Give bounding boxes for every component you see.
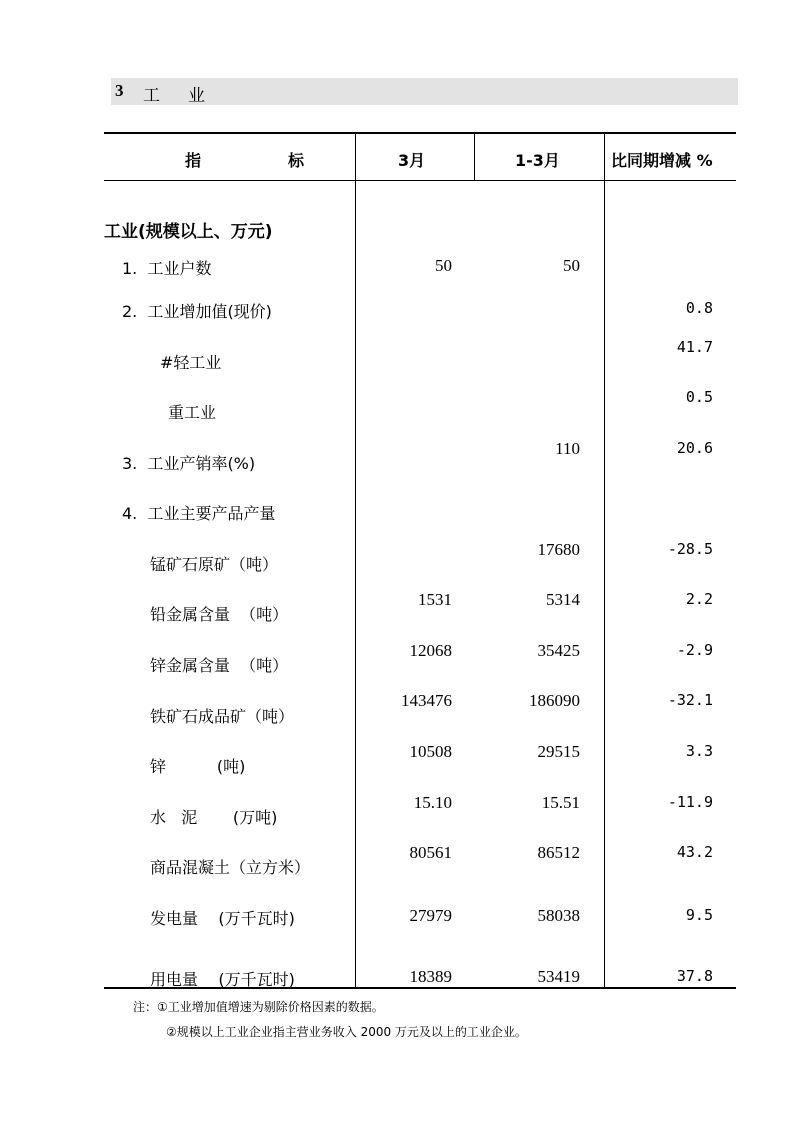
row-month-value: 50 [435,256,452,275]
row-change-value: 37.8 [676,967,713,985]
row-change-value: 20.6 [676,439,713,457]
row-month-value: 27979 [409,906,452,925]
row-label: 用电量 (万千瓦时) [150,970,295,989]
row-label: #轻工业 [160,353,222,372]
row-change-value: 41.7 [676,338,713,356]
row-month-value: 12068 [409,641,452,660]
row-change-value: -32.1 [667,691,713,709]
row-label: 1. 工业户数 [122,259,212,278]
row-month-value: 1531 [418,590,452,609]
row-label: 水 泥 (万吨) [150,808,278,827]
row-label: 锰矿石原矿（吨） [150,555,279,574]
row-month-value: 10508 [409,742,452,761]
row-change-value: -28.5 [667,540,713,558]
header-indicator-1: 指 [185,151,202,170]
column-divider-1 [355,134,356,987]
row-change-value: 3.3 [685,742,713,760]
header-ytd: 1-3月 [515,151,560,170]
row-label: 2. 工业增加值(现价) [122,302,272,321]
row-label: 4. 工业主要产品产量 [122,504,276,523]
note-line-1: 注：①工业增加值增速为剔除价格因素的数据。 [133,1000,384,1014]
row-label: 铁矿石成品矿（吨） [150,707,295,726]
header-month: 3月 [398,151,426,170]
row-label: 商品混凝土（立方米） [150,858,311,877]
section-title-char-2: 业 [188,86,205,106]
row-label: 重工业 [168,403,217,422]
row-change-value: 0.5 [685,388,713,406]
row-label: 锌 (吨) [150,757,246,776]
section-title-char-1: 工 [143,86,160,106]
row-change-value: -11.9 [667,793,713,811]
row-ytd-value: 35425 [537,641,580,660]
row-label: 发电量 (万千瓦时) [150,909,295,928]
row-change-value: 2.2 [685,590,713,608]
row-month-value: 18389 [409,967,452,986]
row-change-value: -2.9 [676,641,713,659]
row-label: 3. 工业产销率(%) [122,454,256,473]
section-number: 3 [115,81,124,100]
row-label: 铅金属含量 （吨） [150,605,289,624]
table-top-rule [104,132,736,134]
column-divider-2 [474,134,475,180]
note-line-2: ②规模以上工业企业指主营业务收入 2000 万元及以上的工业企业。 [166,1025,527,1039]
header-indicator-2: 标 [288,151,305,170]
row-change-value: 0.8 [685,299,713,317]
row-change-value: 9.5 [685,906,713,924]
table-header-rule [104,180,736,181]
row-ytd-value: 58038 [537,906,580,925]
header-change: 比同期增减 % [611,151,713,170]
row-change-value: 43.2 [676,843,713,861]
section-title-bar [111,78,738,105]
row-month-value: 80561 [409,843,452,862]
row-ytd-value: 50 [563,256,580,275]
row-ytd-value: 5314 [546,590,580,609]
column-divider-3 [604,134,605,987]
row-ytd-value: 186090 [529,691,580,710]
row-month-value: 15.10 [413,793,452,812]
row-month-value: 143476 [401,691,452,710]
row-ytd-value: 17680 [537,540,580,559]
row-ytd-value: 86512 [537,843,580,862]
row-ytd-value: 110 [555,439,580,458]
row-ytd-value: 29515 [537,742,580,761]
group-title: 工业(规模以上、万元) [104,222,273,242]
row-ytd-value: 53419 [537,967,580,986]
row-label: 锌金属含量 （吨） [150,656,289,675]
row-ytd-value: 15.51 [541,793,580,812]
